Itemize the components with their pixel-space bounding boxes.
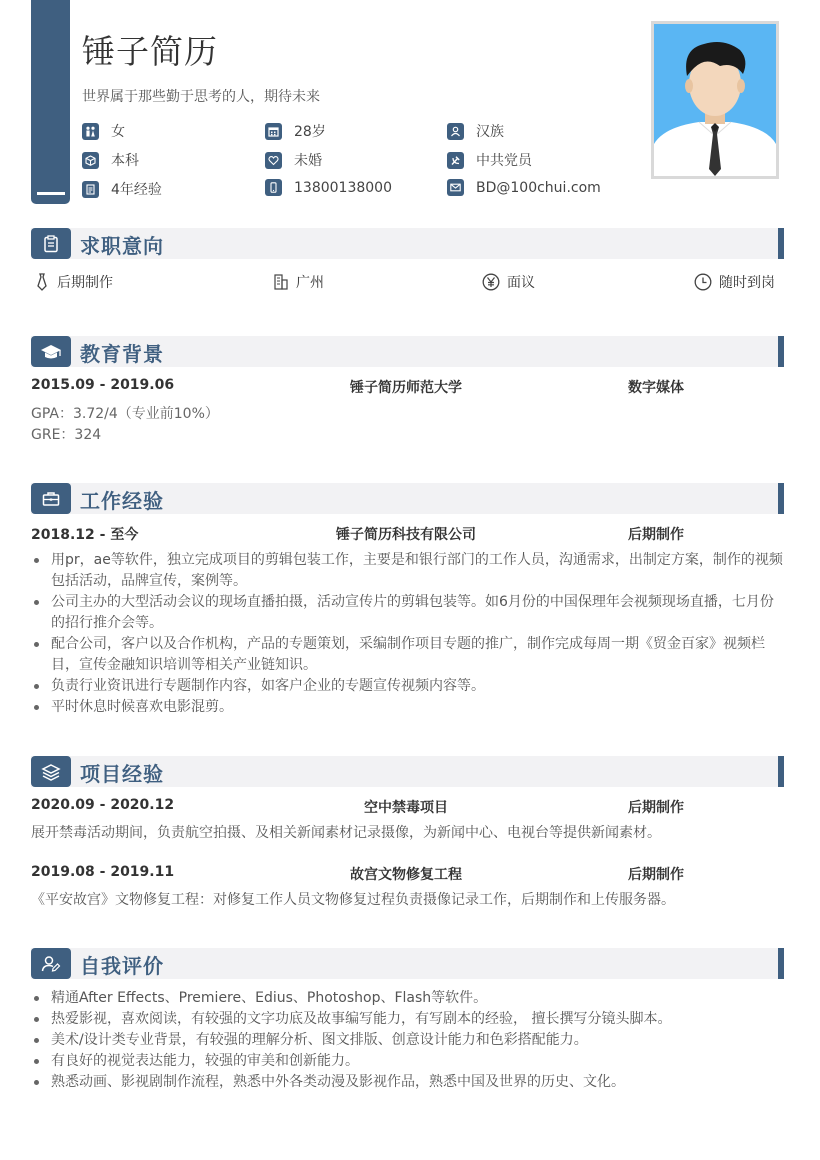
section-header: [31, 483, 784, 514]
avatar-illustration: [654, 24, 776, 176]
section-projects: [31, 756, 784, 911]
section-title: 求职意向: [80, 234, 164, 258]
section-title: 教育背景: [80, 342, 164, 366]
work-duties-list: [31, 550, 784, 718]
intent-position: [34, 272, 113, 292]
section-header: [31, 756, 784, 787]
info-value: 13800138000: [294, 179, 392, 196]
list-item: 公司主办的大型活动会议的现场直播拍摄，活动宣传片的剪辑包装等。如6月份的中国保理年会视频现场直播，七月份的招行推介会等。: [31, 592, 784, 634]
section-work: [31, 483, 784, 718]
list-item: 用pr，ae等软件，独立完成项目的剪辑包装工作，主要是和银行部门的工作人员，沟通需求，出制定方案，制作的视频包括活动，品牌宣传，案例等。: [31, 550, 784, 592]
education-details: [31, 404, 784, 446]
project-entry-header: [31, 797, 784, 819]
education-entry-header: [31, 377, 784, 399]
info-age: [265, 121, 326, 141]
education-cube-icon: [82, 152, 99, 169]
section-header: [31, 228, 784, 259]
document-icon: [82, 181, 99, 198]
section-header: [31, 948, 784, 979]
briefcase-icon: [31, 483, 71, 514]
info-email: [447, 179, 601, 196]
info-ethnicity: [447, 121, 504, 141]
education-gre: GRE：324: [31, 427, 102, 443]
info-politics: [447, 150, 532, 170]
education-major: 数字媒体: [628, 380, 684, 396]
list-item: 美术/设计类专业背景，有较强的理解分析、图文排版、创意设计能力和色彩搭配能力。: [31, 1030, 784, 1051]
header-accent-bar: [31, 0, 70, 204]
project-period: 2020.09 - 2020.12: [31, 797, 175, 813]
list-item: 有良好的视觉表达能力，较强的审美和创新能力。: [31, 1051, 784, 1072]
info-gender: [82, 121, 125, 141]
info-marital: [265, 150, 322, 170]
list-item: 精通After Effects、Premiere、Edius、Photoshop、Flash等软件。: [31, 988, 784, 1009]
layers-icon: [31, 756, 71, 787]
self-evaluation-list: [31, 988, 784, 1093]
work-period: 2018.12 - 至今: [31, 527, 139, 543]
section-job-intent: [31, 228, 784, 296]
list-item: 平时休息时候喜欢电影混剪。: [31, 697, 784, 718]
info-value: 女: [111, 124, 125, 140]
info-value: BD@100chui.com: [476, 179, 601, 196]
candidate-name: 锤子简历: [82, 32, 218, 71]
info-experience: [82, 179, 162, 199]
intent-value: 面议: [507, 275, 535, 291]
section-accent: [778, 336, 784, 367]
gender-icon: [82, 123, 99, 140]
yen-icon: [482, 273, 500, 291]
section-title: 工作经验: [80, 489, 164, 513]
info-education: [82, 150, 139, 170]
info-value: 未婚: [294, 153, 322, 169]
info-value: 中共党员: [476, 153, 532, 169]
list-item: 配合公司，客户以及合作机构，产品的专题策划，采编制作项目专题的推广，制作完成每周一期《贸金百家》视频栏目，宣传金融知识培训等相关产业链知识。: [31, 634, 784, 676]
project-period: 2019.08 - 2019.11: [31, 864, 175, 880]
intent-salary: [482, 272, 535, 292]
intent-availability: [694, 272, 775, 292]
work-company: 锤子简历科技有限公司: [336, 527, 476, 543]
section-accent: [778, 483, 784, 514]
section-title: 项目经验: [80, 762, 164, 786]
ethnicity-user-icon: [447, 123, 464, 140]
project-description: 展开禁毒活动期间，负责航空拍摄、及相关新闻素材记录摄像，为新闻中心、电视台等提供新闻素材。: [31, 825, 661, 841]
user-edit-icon: [31, 948, 71, 979]
mail-icon: [447, 179, 464, 196]
info-value: 28岁: [294, 124, 326, 140]
section-self-evaluation: [31, 948, 784, 1093]
list-item: 负责行业资讯进行专题制作内容，如客户企业的专题宣传视频内容等。: [31, 676, 784, 697]
project-name: 空中禁毒项目: [364, 800, 448, 816]
education-gpa: GPA：3.72/4（专业前10%）: [31, 406, 219, 422]
project-description: 《平安故宫》文物修复工程：对修复工作人员文物修复过程负责摄像记录工作，后期制作和上传服务器。: [31, 892, 675, 908]
section-accent: [778, 948, 784, 979]
section-education: [31, 336, 784, 446]
tie-icon: [34, 273, 50, 291]
job-intent-row: [31, 272, 784, 296]
intent-city: [273, 272, 324, 292]
project-role: 后期制作: [628, 800, 684, 816]
intent-value: 随时到岗: [719, 275, 775, 291]
section-accent: [778, 756, 784, 787]
intent-value: 后期制作: [57, 275, 113, 291]
candidate-motto: 世界属于那些勤于思考的人，期待未来: [82, 89, 320, 105]
project-role: 后期制作: [628, 867, 684, 883]
graduation-cap-icon: [31, 336, 71, 367]
section-title: 自我评价: [80, 954, 164, 978]
info-value: 汉族: [476, 124, 504, 140]
phone-icon: [265, 179, 282, 196]
info-phone: [265, 179, 392, 196]
project-name: 故宫文物修复工程: [350, 867, 462, 883]
profile-photo: [651, 21, 779, 179]
education-period: 2015.09 - 2019.06: [31, 377, 175, 393]
education-school: 锤子简历师范大学: [350, 380, 462, 396]
list-item: 熟悉动画、影视剧制作流程，熟悉中外各类动漫及影视作品，熟悉中国及世界的历史、文化。: [31, 1072, 784, 1093]
list-item: 热爱影视，喜欢阅读，有较强的文字功底及故事编写能力，有写剧本的经验， 擅长撰写分镜头脚本。: [31, 1009, 784, 1030]
section-accent: [778, 228, 784, 259]
clock-icon: [694, 273, 712, 291]
accent-dash: [37, 192, 65, 195]
info-value: 4年经验: [111, 182, 162, 198]
work-entry-header: [31, 524, 784, 546]
work-role: 后期制作: [628, 527, 684, 543]
heart-icon: [265, 152, 282, 169]
intent-value: 广州: [296, 275, 324, 291]
project-entry-header: [31, 864, 784, 886]
building-icon: [273, 273, 289, 291]
party-emblem-icon: [447, 152, 464, 169]
calendar-icon: [265, 123, 282, 140]
clipboard-icon: [31, 228, 71, 259]
info-value: 本科: [111, 153, 139, 169]
section-header: [31, 336, 784, 367]
